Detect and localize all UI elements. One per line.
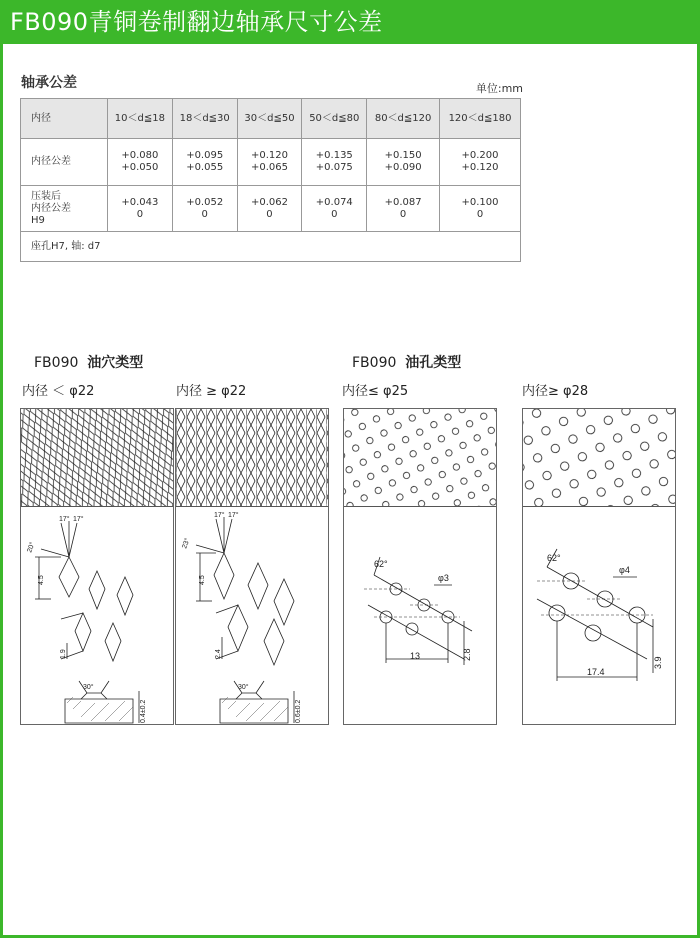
depth-label: 0.6±0.2: [295, 699, 302, 723]
row-label-line: 内径公差: [31, 202, 71, 214]
groove-angle-label: 30°: [238, 684, 249, 691]
table-cell: [237, 186, 302, 232]
offset-label: 2.8: [462, 648, 472, 661]
range-cell: 10＜d≦18: [108, 99, 173, 139]
circle-pattern-large-svg: [523, 409, 675, 507]
page-title: FB090青铜卷制翻边轴承尺寸公差: [0, 0, 700, 44]
range-cell: 80＜d≦120: [367, 99, 440, 139]
oil-pocket-title: 油穴类型: [87, 355, 144, 371]
angle-b-label: 17°: [228, 512, 239, 519]
range-cell: 30＜d≦50: [237, 99, 302, 139]
range-cell: 50＜d≦80: [302, 99, 367, 139]
oil-hole-small-drawing: [344, 509, 496, 725]
offset-label: 3.9: [653, 656, 663, 669]
diameter-label: φ4: [619, 565, 630, 575]
tolerance-table: [20, 98, 521, 262]
angle-a-label: 17°: [214, 512, 225, 519]
span-label: 13: [410, 651, 421, 661]
oil-pocket-small-label: 内径 ＜ φ22: [22, 384, 95, 399]
upper-value: +0.087: [384, 196, 422, 208]
oil-hole-small-panel: [343, 408, 497, 725]
oil-hole-prefix: FB090: [352, 355, 397, 371]
table-cell: [237, 139, 302, 186]
lower-value: +0.065: [250, 162, 288, 173]
table-row: [21, 139, 521, 186]
upper-value: +0.150: [384, 150, 422, 161]
oil-pocket-small-drawing: [21, 509, 173, 725]
circle-pattern-large: [523, 409, 675, 507]
table-cell: [367, 139, 440, 186]
lower-value: +0.050: [121, 162, 159, 173]
unit-label: 单位:mm: [475, 82, 523, 95]
lower-value: 0: [266, 208, 273, 220]
pitch-label: 4.5: [199, 575, 206, 585]
upper-value: +0.074: [315, 196, 353, 208]
table-cell: [367, 186, 440, 232]
row-label: [21, 186, 108, 232]
col-header: 内径: [21, 99, 108, 139]
upper-value: +0.080: [121, 150, 159, 161]
table-cell: [302, 139, 367, 186]
oil-pocket-large-panel: [175, 408, 329, 725]
angle-a-label: 17°: [59, 516, 70, 523]
oil-pocket-large-drawing: [176, 509, 328, 725]
pitch-label: 4.5: [38, 575, 45, 585]
oil-pocket-section-title: [34, 352, 143, 372]
table-cell: [440, 186, 521, 232]
oil-pocket-large-label: 内径 ≥ φ22: [176, 384, 247, 399]
row-label: 内径公差: [21, 139, 108, 186]
lower-value: 0: [399, 208, 407, 220]
angle-c-label: 20°: [26, 541, 37, 554]
upper-value: +0.095: [186, 150, 224, 161]
oil-hole-small-label: 内径≤ φ25: [342, 384, 409, 399]
range-cell: 120＜d≦180: [440, 99, 521, 139]
lower-value: +0.090: [384, 162, 422, 173]
lower-value: +0.075: [315, 162, 353, 173]
table-cell: [440, 139, 521, 186]
table-cell: [108, 186, 173, 232]
circle-pattern-small: [344, 409, 496, 507]
oil-hole-large-drawing: [523, 509, 675, 725]
lower-value: +0.055: [186, 162, 224, 173]
angle-b-label: 17°: [73, 516, 84, 523]
lower-value: 0: [136, 208, 144, 220]
table-cell: [108, 139, 173, 186]
row-label-line: H9: [31, 214, 45, 226]
span-label: 17.4: [587, 667, 605, 677]
groove-angle-label: 30°: [83, 684, 94, 691]
lower-value: 0: [201, 208, 208, 220]
lower-value: 0: [331, 208, 338, 220]
oil-pocket-prefix: FB090: [34, 355, 79, 371]
oil-hole-large-label: 内径≥ φ28: [522, 384, 589, 399]
lower-value: 0: [476, 208, 484, 220]
diamond-pattern-coarse: [176, 409, 328, 507]
table-cell: [172, 186, 237, 232]
oil-hole-title: 油孔类型: [405, 355, 462, 371]
upper-value: +0.200: [461, 150, 499, 161]
angle-label: 62°: [547, 553, 561, 563]
tolerance-section-title: 轴承公差: [21, 75, 77, 91]
angle-label: 62°: [374, 559, 388, 569]
upper-value: +0.043: [121, 196, 159, 208]
diamond-pattern-fine-svg: [21, 409, 173, 507]
range-cell: 18＜d≦30: [172, 99, 237, 139]
upper-value: +0.100: [461, 196, 499, 208]
diameter-label: φ3: [438, 573, 449, 583]
upper-value: +0.052: [186, 196, 224, 208]
width-label: 1.9: [60, 649, 67, 659]
table-cell: [172, 139, 237, 186]
diamond-pattern-coarse-svg: [176, 409, 328, 507]
oil-hole-section-title: [352, 352, 461, 372]
table-row: [21, 186, 521, 232]
row-label-line: 压装后: [31, 190, 61, 202]
table-header-row: [21, 99, 521, 139]
diamond-pattern-fine: [21, 409, 173, 507]
width-label: 2.4: [215, 649, 222, 659]
lower-value: +0.120: [461, 162, 499, 173]
circle-pattern-small-svg: [344, 409, 496, 507]
angle-c-label: 23°: [181, 537, 192, 550]
upper-value: +0.120: [250, 150, 288, 161]
table-note-row: [21, 232, 521, 262]
upper-value: +0.135: [315, 150, 353, 161]
depth-label: 0.4±0.2: [140, 699, 147, 723]
oil-hole-large-panel: [522, 408, 676, 725]
oil-pocket-small-panel: [20, 408, 174, 725]
table-note: 座孔H7, 轴: d7: [21, 232, 521, 262]
table-cell: [302, 186, 367, 232]
upper-value: +0.062: [250, 196, 288, 208]
